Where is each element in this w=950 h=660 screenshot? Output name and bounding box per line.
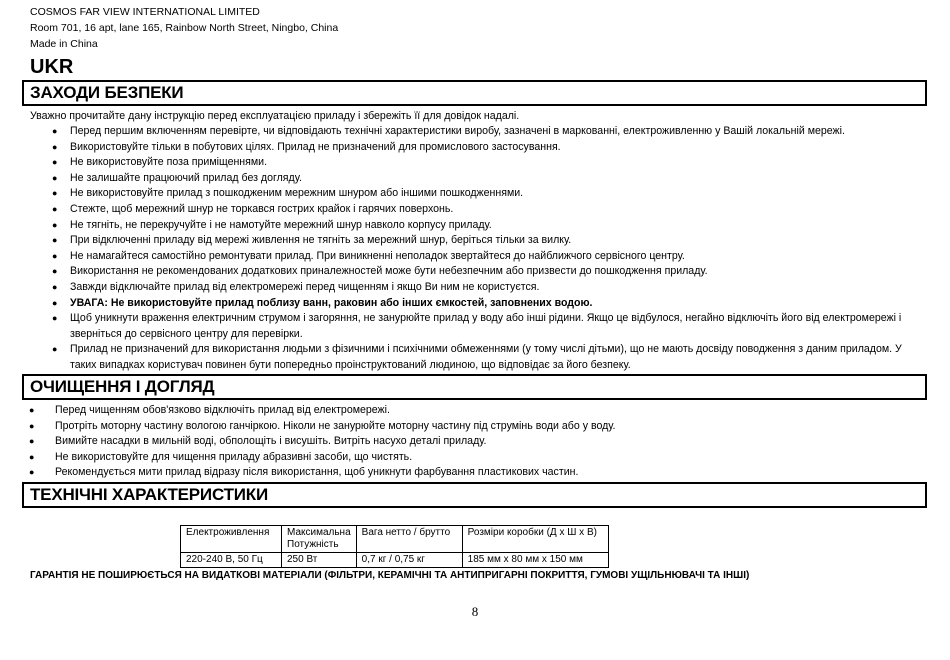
table-header-cell: Максимальна Потужність — [282, 526, 357, 553]
list-item-text: Щоб уникнути враження електричним струмом і загоряння, не занурюйте прилад у воду або інші рідини. Якщо це відбулося, негайно відключіть його від електромережі і зверніться до сервісного центру для перевірки. — [70, 312, 902, 340]
bullet-icon: ● — [52, 203, 58, 214]
list-item — [52, 218, 925, 234]
safety-list — [52, 124, 925, 374]
list-item-text: Не тягніть, не перекручуйте і не намотуйте мережний шнур навколо корпусу приладу. — [70, 218, 492, 231]
list-item — [52, 202, 925, 218]
safety-intro: Уважно прочитайте дану інструкцію перед експлуатацією приладу і збережіть її для довідок надалі. — [30, 110, 520, 122]
company-name: COSMOS FAR VIEW INTERNATIONAL LIMITED — [30, 6, 260, 18]
list-item — [52, 249, 925, 265]
list-item — [29, 434, 925, 450]
table-header-cell: Вага нетто / брутто — [356, 526, 462, 553]
list-item — [52, 342, 925, 373]
bullet-icon: ● — [52, 344, 58, 355]
table-header-row — [181, 526, 609, 553]
list-item — [52, 264, 925, 280]
bullet-icon: ● — [29, 405, 35, 415]
table-cell: 250 Вт — [282, 553, 357, 568]
bullet-icon: ● — [52, 297, 58, 308]
country-of-origin: Made in China — [30, 38, 98, 50]
list-item — [52, 186, 925, 202]
company-address: Room 701, 16 apt, lane 165, Rainbow North Street, Ningbo, China — [30, 22, 339, 34]
list-item-text: Не використовуйте поза приміщеннями. — [70, 156, 268, 169]
list-item-text: Не використовуйте прилад з пошкодженим мережним шнуром або іншими пошкодженнями. — [70, 187, 524, 200]
list-item-text: Не використовуйте для чищення приладу абразивні засоби, що чистять. — [55, 450, 413, 463]
list-item-text: Протріть моторну частину вологою ганчіркою. Ніколи не занурюйте моторну частину під струмінь води або у воду. — [55, 419, 616, 432]
bullet-icon: ● — [29, 420, 35, 431]
bullet-icon: ● — [52, 157, 58, 168]
list-item-text: Стежте, щоб мережний шнур не торкався гострих крайок і гарячих поверхонь. — [70, 202, 454, 215]
bullet-icon: ● — [52, 313, 58, 324]
table-cell: 220-240 В, 50 Гц — [181, 553, 282, 568]
bullet-icon: ● — [52, 172, 58, 183]
bullet-icon: ● — [52, 141, 58, 152]
list-item — [29, 403, 925, 419]
list-item-text: Використовуйте тільки в побутових цілях. Прилад не призначений для промислового застосування. — [70, 140, 561, 153]
bullet-icon: ● — [52, 219, 58, 230]
bullet-icon: ● — [29, 436, 35, 447]
list-item-text: Прилад не призначений для використання людьми з фізичними і психічними обмеженнями (у тому числі дітьми), що не мають досвіду поводження з даним приладом. У таких випадках користувач повинен бути попередньо проінструктований людиною, що відповідає за його безпеку. — [70, 343, 902, 371]
bullet-icon: ● — [52, 281, 58, 292]
list-item — [29, 465, 925, 481]
list-item-text: Завжди відключайте прилад від електромережі перед чищенням і якщо Ви ним не користуєтся. — [70, 280, 540, 293]
list-item — [52, 280, 925, 296]
care-section-title: ОЧИЩЕННЯ І ДОГЛЯД — [22, 374, 927, 400]
list-item-text: Перед чищенням обов'язково відключіть прилад від електромережі. — [55, 404, 390, 416]
bullet-icon: ● — [29, 467, 35, 478]
company-info — [30, 4, 338, 52]
bullet-icon: ● — [29, 451, 35, 462]
list-item-text: Використання не рекомендованих додаткових приналежностей може бути небезпечним або призвести до пошкодження приладу. — [70, 265, 708, 278]
list-item — [52, 124, 925, 140]
bullet-icon: ● — [52, 266, 58, 277]
list-item-text: Перед першим включенням перевірте, чи відповідають технічні характеристики виробу, зазначені в маркованні, електроживленню у Вашій локальній мережі. — [70, 125, 845, 137]
warranty-note: ГАРАНТІЯ НЕ ПОШИРЮЄТЬСЯ НА ВИДАТКОВІ МАТЕРІАЛИ (ФІЛЬТРИ, КЕРАМІЧНІ ТА АНТИПРИГАРНІ ПОКРИТТЯ, ГУМОВІ УЩІЛЬНЮВАЧІ ТА ІНШІ) — [30, 570, 750, 581]
list-item — [52, 311, 925, 342]
list-item — [52, 233, 925, 249]
bullet-icon: ● — [52, 250, 58, 261]
list-item-text: Рекомендується мити прилад відразу після використання, щоб уникнути фарбування пластикових частин. — [55, 466, 579, 479]
list-item — [52, 171, 925, 187]
page-number: 8 — [471, 604, 479, 619]
list-item-text: При відключенні приладу від мережі живлення не тягніть за мережний шнур, беріться тільки за вилку. — [70, 234, 572, 247]
list-item-text: Не намагайтеся самостійно ремонтувати прилад. При виникненні неполадок звертайтеся до найближчого сервісного центру. — [70, 249, 685, 262]
care-list — [29, 403, 925, 481]
list-item-text: Вимийте насадки в мильній воді, обполощіть і висушіть. Витріть насухо деталі приладу. — [55, 435, 487, 448]
bullet-icon: ● — [52, 126, 58, 136]
safety-section-title: ЗАХОДИ БЕЗПЕКИ — [22, 80, 927, 106]
table-row — [181, 553, 609, 568]
list-item — [52, 140, 925, 156]
list-item — [29, 419, 925, 435]
table-header-cell: Розміри коробки (Д х Ш х В) — [462, 526, 608, 553]
list-item — [52, 155, 925, 171]
warning-text: УВАГА: Не використовуйте прилад поблизу ванн, раковин або інших ємкостей, заповнених водою. — [70, 296, 593, 309]
list-item-text: Не залишайте працюючий прилад без догляду. — [70, 171, 302, 184]
list-item — [52, 296, 925, 312]
table-cell: 185 мм х 80 мм х 150 мм — [462, 553, 608, 568]
bullet-icon: ● — [52, 235, 58, 246]
specs-table — [180, 525, 609, 568]
table-header-cell: Електроживлення — [181, 526, 282, 553]
list-item — [29, 450, 925, 466]
language-code: UKR — [30, 56, 74, 78]
table-cell: 0,7 кг / 0,75 кг — [356, 553, 462, 568]
specs-section-title: ТЕХНІЧНІ ХАРАКТЕРИСТИКИ — [22, 482, 927, 508]
bullet-icon: ● — [52, 188, 58, 199]
